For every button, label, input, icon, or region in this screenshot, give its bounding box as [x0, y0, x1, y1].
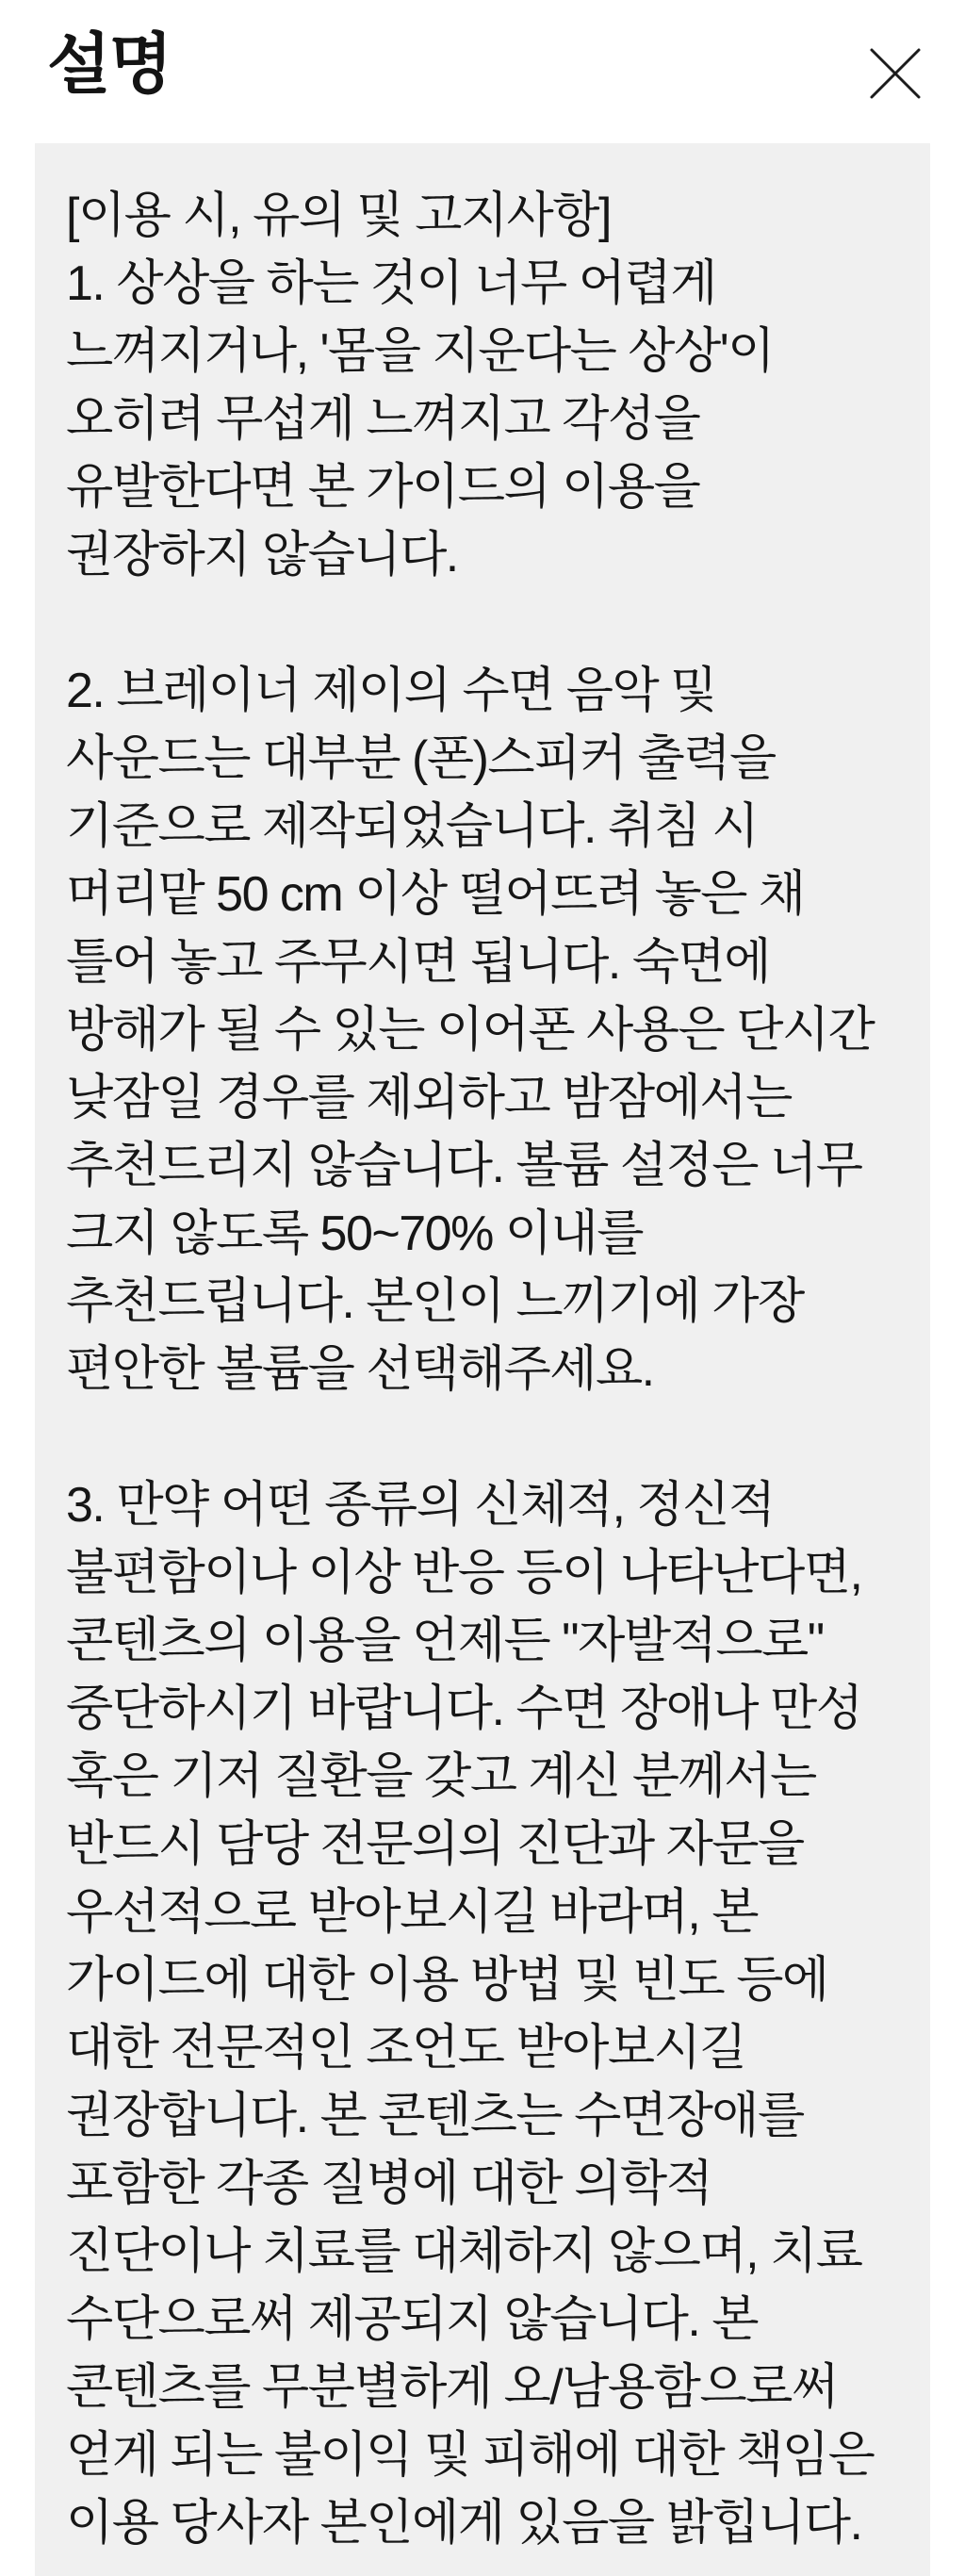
- text-line: [이용 시, 유의 및 고지사항]: [66, 189, 611, 243]
- text-line: 콘텐츠를 무분별하게 오/남용함으로써: [66, 2360, 838, 2415]
- text-line: 추천드리지 않습니다. 볼륨 설정은 너무: [66, 1139, 862, 1193]
- text-line: 2. 브레이너 제이의 수면 음악 및: [66, 664, 716, 718]
- text-line: 수단으로써 제공되지 않습니다. 본: [66, 2292, 759, 2347]
- text-line: 3. 만약 어떤 종류의 신체적, 정신적: [66, 1478, 775, 1533]
- text-line: 추천드립니다. 본인이 느끼기에 가장: [66, 1274, 804, 1329]
- close-icon: [868, 46, 923, 101]
- text-line: 사운드는 대부분 (폰)스피커 출력을: [66, 731, 776, 786]
- text-line: 편안한 볼륨을 선택해주세요.: [66, 1342, 654, 1397]
- text-line: 유발한다면 본 가이드의 이용을: [66, 460, 700, 515]
- text-line: 낮잠일 경우를 제외하고 밤잠에서는: [66, 1071, 792, 1125]
- page-title: 설명: [47, 27, 172, 101]
- text-line: 반드시 담당 전문의의 진단과 자문을: [66, 1817, 804, 1872]
- description-body[interactable]: [35, 143, 930, 2576]
- text-line: 혹은 기저 질환을 갖고 계신 분께서는: [66, 1749, 816, 1804]
- close-button[interactable]: [863, 41, 927, 106]
- text-line: 콘텐츠의 이용을 언제든 "자발적으로": [66, 1614, 824, 1668]
- text-line: [66, 1403, 919, 1471]
- text-line: 방해가 될 수 있는 이어폰 사용은 단시간: [66, 1003, 875, 1058]
- modal-header: [0, 0, 965, 143]
- text-line: 느껴지거나, '몸을 지운다는 상상'이: [66, 324, 774, 379]
- text-line: 기준으로 제작되었습니다. 취침 시: [66, 799, 759, 854]
- text-line: 틀어 놓고 주무시면 됩니다. 숙면에: [66, 935, 770, 990]
- text-line: [66, 589, 919, 657]
- text-line: 가이드에 대한 이용 방법 및 빈도 등에: [66, 1953, 828, 2008]
- text-line: 오히려 무섭게 느껴지고 각성을: [66, 392, 700, 447]
- text-line: 포함한 각종 질병에 대한 의학적: [66, 2157, 712, 2211]
- text-line: 얻게 되는 불이익 및 피해에 대한 책임은: [66, 2428, 875, 2483]
- text-line: 대한 전문적인 조언도 받아보시길: [66, 2021, 746, 2076]
- text-line: 이용 당사자 본인에게 있음을 밝힙니다.: [66, 2496, 862, 2551]
- text-line: 진단이나 치료를 대체하지 않으며, 치료: [66, 2224, 862, 2279]
- text-line: 중단하시기 바랍니다. 수면 장애나 만성: [66, 1682, 862, 1736]
- text-line: 우선적으로 받아보시길 바라며, 본: [66, 1885, 759, 1940]
- text-line: 머리맡 50 cm 이상 떨어뜨려 놓은 채: [66, 867, 805, 922]
- text-line: 불편함이나 이상 반응 등이 나타난다면,: [66, 1546, 862, 1600]
- text-line: 권장합니다. 본 콘텐츠는 수면장애를: [66, 2089, 804, 2143]
- text-line: 1. 상상을 하는 것이 너무 어렵게: [66, 256, 716, 311]
- text-line: 크지 않도록 50~70% 이내를: [66, 1206, 643, 1261]
- text-line: 권장하지 않습니다.: [66, 528, 458, 582]
